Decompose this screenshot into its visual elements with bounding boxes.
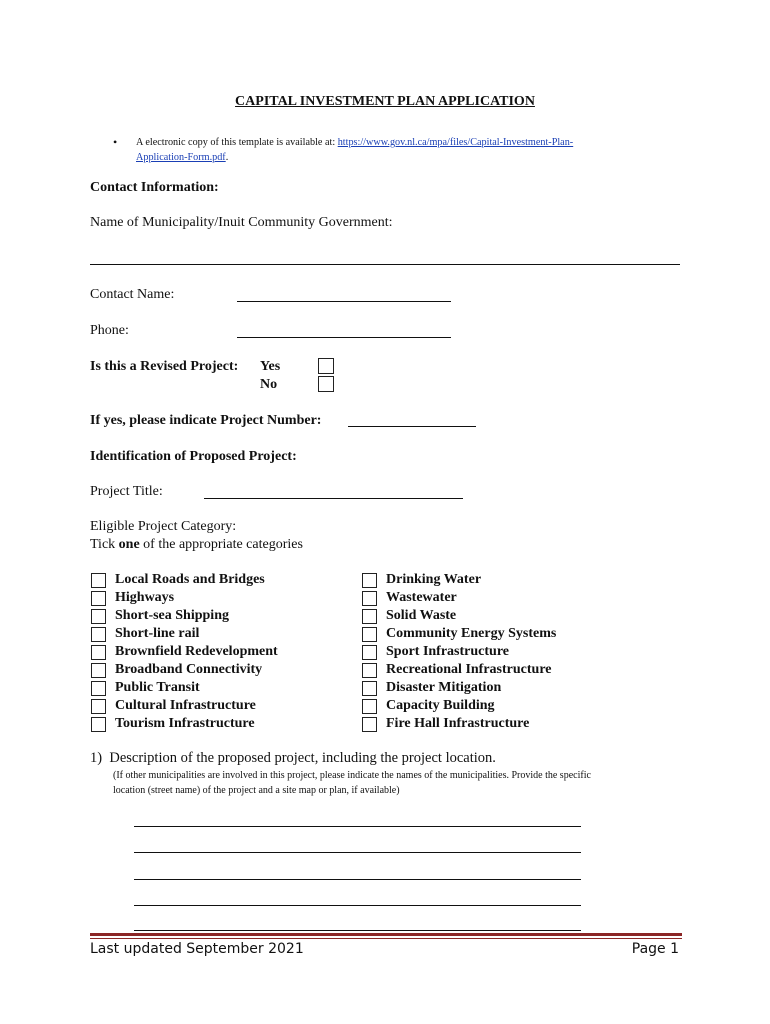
identification-heading: Identification of Proposed Project:	[90, 449, 297, 464]
tick-instruction	[90, 537, 303, 553]
category-label: Capacity Building	[386, 698, 495, 713]
category-checkbox[interactable]	[91, 717, 106, 732]
category-checkbox[interactable]	[362, 717, 377, 732]
category-label: Short-sea Shipping	[115, 608, 229, 623]
category-label: Wastewater	[386, 590, 457, 605]
category-item	[362, 661, 556, 679]
municipality-field[interactable]	[90, 264, 680, 265]
template-note-period: .	[225, 152, 229, 163]
category-checkbox[interactable]	[362, 627, 377, 642]
description-line-2[interactable]	[134, 852, 581, 853]
footer-rule	[90, 933, 682, 936]
category-checkbox[interactable]	[91, 627, 106, 642]
category-item	[362, 607, 556, 625]
question-1-note-line2: location (street name) of the project and a site map or plan, if available)	[113, 785, 400, 796]
page-title: CAPITAL INVESTMENT PLAN APPLICATION	[235, 94, 535, 109]
category-list-right	[362, 571, 556, 733]
category-label: Brownfield Redevelopment	[115, 644, 278, 659]
category-label: Sport Infrastructure	[386, 644, 510, 659]
category-checkbox[interactable]	[362, 573, 377, 588]
category-item	[362, 679, 556, 697]
category-checkbox[interactable]	[91, 591, 106, 606]
contact-name-label: Contact Name:	[90, 287, 175, 302]
revised-no-label: No	[260, 377, 278, 392]
category-label: Disaster Mitigation	[386, 680, 502, 695]
template-note-text: A electronic copy of this template is available at:	[136, 137, 338, 148]
municipality-label: Name of Municipality/Inuit Community Government:	[90, 215, 393, 230]
project-number-field[interactable]	[348, 426, 476, 427]
question-1-note-line1: (If other municipalities are involved in this project, please indicate the names of the municipalities. Provide the specific	[113, 770, 591, 781]
revised-yes-label: Yes	[260, 359, 281, 374]
question-1-note	[113, 768, 591, 798]
category-item	[91, 571, 278, 589]
category-label: Drinking Water	[386, 572, 482, 587]
category-item	[91, 679, 278, 697]
category-label: Fire Hall Infrastructure	[386, 716, 530, 731]
project-title-label: Project Title:	[90, 484, 163, 499]
footer-last-updated: Last updated September 2021	[90, 941, 304, 957]
tick-instruction-emphasis: one	[118, 537, 140, 552]
phone-field[interactable]	[237, 337, 451, 338]
project-number-label: If yes, please indicate Project Number:	[90, 413, 322, 428]
category-checkbox[interactable]	[362, 681, 377, 696]
category-checkbox[interactable]	[91, 573, 106, 588]
template-link[interactable]: https://www.gov.nl.ca/mpa/files/Capital-Investment-Plan-	[337, 137, 574, 148]
category-checkbox[interactable]	[91, 645, 106, 660]
eligible-category-label: Eligible Project Category:	[90, 519, 237, 534]
category-checkbox[interactable]	[91, 699, 106, 714]
category-label: Short-line rail	[115, 626, 200, 641]
category-item	[91, 625, 278, 643]
category-label: Recreational Infrastructure	[386, 662, 552, 677]
description-line-3[interactable]	[134, 879, 581, 880]
category-item	[362, 571, 556, 589]
category-checkbox[interactable]	[362, 663, 377, 678]
question-1	[90, 750, 496, 767]
description-line-5[interactable]	[134, 930, 581, 931]
footer-rule-thin	[90, 938, 682, 939]
question-1-text: Description of the proposed project, including the project location.	[109, 750, 496, 766]
category-item	[91, 607, 278, 625]
category-item	[362, 715, 556, 733]
category-item	[362, 589, 556, 607]
category-checkbox[interactable]	[91, 663, 106, 678]
category-item	[91, 697, 278, 715]
category-label: Tourism Infrastructure	[115, 716, 255, 731]
category-item	[362, 697, 556, 715]
contact-heading: Contact Information:	[90, 180, 219, 195]
category-item	[91, 715, 278, 733]
category-label: Local Roads and Bridges	[115, 572, 265, 587]
category-label: Community Energy Systems	[386, 626, 557, 641]
question-1-number: 1)	[90, 750, 103, 766]
revised-no-checkbox[interactable]	[318, 376, 334, 392]
category-label: Cultural Infrastructure	[115, 698, 256, 713]
revised-question: Is this a Revised Project:	[90, 359, 239, 374]
category-item	[91, 589, 278, 607]
tick-instruction-suffix: of the appropriate categories	[139, 537, 303, 552]
category-label: Public Transit	[115, 680, 200, 695]
project-title-field[interactable]	[204, 498, 463, 499]
template-note	[136, 135, 656, 165]
category-column-right	[362, 571, 556, 733]
category-item	[362, 643, 556, 661]
category-checkbox[interactable]	[362, 699, 377, 714]
category-item	[362, 625, 556, 643]
revised-yes-checkbox[interactable]	[318, 358, 334, 374]
description-line-4[interactable]	[134, 905, 581, 906]
category-list-left	[91, 571, 278, 733]
category-checkbox[interactable]	[362, 609, 377, 624]
category-checkbox[interactable]	[362, 591, 377, 606]
footer-page-number: Page 1	[631, 941, 679, 957]
category-label: Highways	[115, 590, 175, 605]
category-item	[91, 661, 278, 679]
category-checkbox[interactable]	[362, 645, 377, 660]
category-checkbox[interactable]	[91, 609, 106, 624]
category-checkbox[interactable]	[91, 681, 106, 696]
category-column-left	[91, 571, 278, 733]
category-item	[91, 643, 278, 661]
template-link-continued[interactable]: Application-Form.pdf	[136, 152, 226, 163]
description-line-1[interactable]	[134, 826, 581, 827]
category-label: Solid Waste	[386, 608, 457, 623]
bullet-dot: •	[113, 135, 118, 149]
contact-name-field[interactable]	[237, 301, 451, 302]
phone-label: Phone:	[90, 323, 129, 338]
tick-instruction-prefix: Tick	[90, 537, 119, 552]
category-label: Broadband Connectivity	[115, 662, 263, 677]
